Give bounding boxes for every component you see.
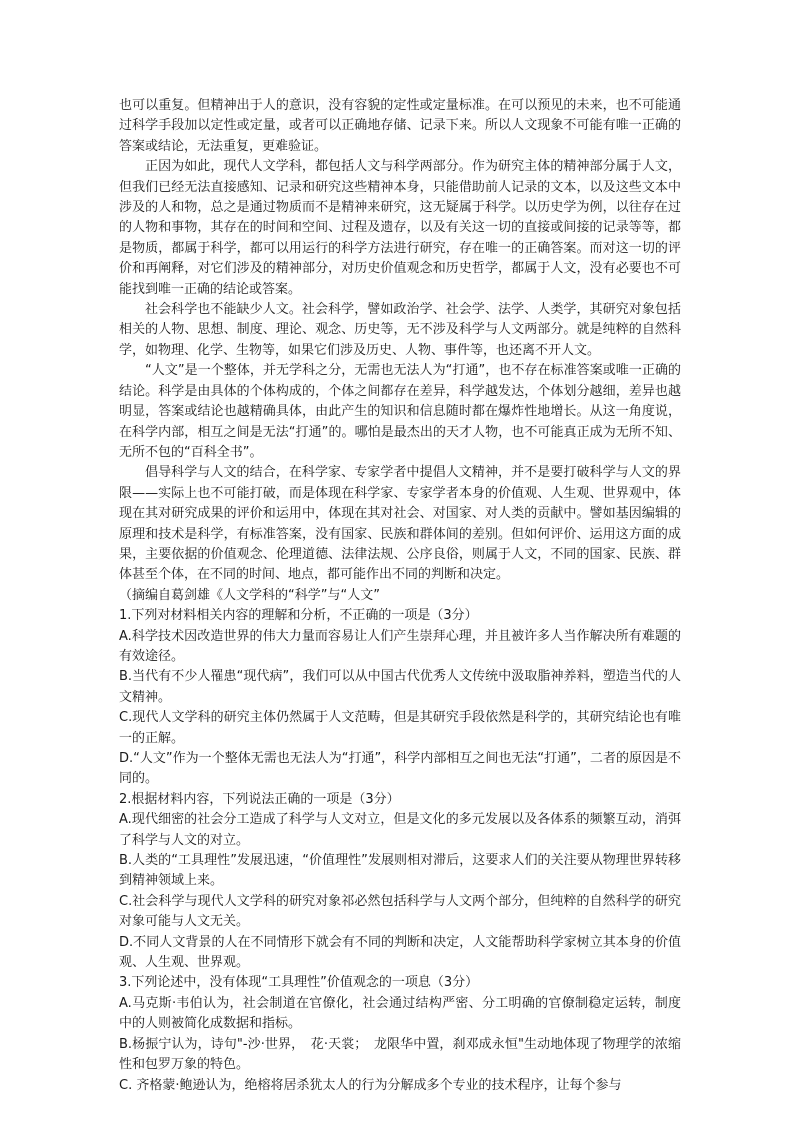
paragraph-3: 社会科学也不能缺少人文。社会科学，譬如政治学、社会学、法学、人类学，其研究对象包括相关的人物、思想、制度、理论、观念、历史等，无不涉及科学与人文两部分。就是纯粹的自然科学，如物理、化学、生物等，如果它们涉及历史、人物、事件等，也还离不开人文。 [119, 302, 681, 358]
question-1-option-c: C.现代人文学科的研究主体仍然属于人文范畴，但是其研究手段依然是科学的，其研究结论也有唯一的正解。 [119, 710, 681, 746]
question-2-stem: 2.根据材料内容，下列说法正确的一项是（3分） [119, 791, 400, 807]
paragraph-4: “人文”是一个整体，并无学科之分，无需也无法人为“打通”，也不存在标准答案或唯一正确的结论。科学是由具体的个体构成的，个体之间都存在差异，科学越发达，个体划分越细，差异也越明显，答案或结论也越精确具体，由此产生的知识和信息随时都在爆炸性地增长。从这一角度说，在科学内部，相互之间是无法“打通”的。哪怕是最杰出的天才人物，也不可能真正成为无所不知、无所不包的“百科全书”。 [119, 363, 681, 460]
question-2-option-b: B.人类的“工具理性”发展迅速，“价值理性”发展则相对滞后，这要求人们的关注要从物理世界转移到精神领域上来。 [119, 853, 681, 889]
question-3-option-c: C. 齐格蒙·鲍逊认为，绝榕将居杀犹太人的行为分解成多个专业的技术程序，让每个参与 [119, 1077, 622, 1093]
question-3-option-b: B.杨振宁认为，诗句"-沙·世界， 花·天裳； 龙限华中置，刹邓成永恒"生动地体现了物理学的浓缩性和包罗万象的特色。 [119, 1036, 681, 1073]
document-page [119, 96, 681, 1096]
question-3-option-a: A.马克斯·韦伯认为，社会制道在官僚化，社会通过结构严密、分工明确的官僚制稳定运转，制度中的人则被简化成数据和指标。 [119, 995, 681, 1032]
paragraph-5: 倡导科学与人文的结合，在科学家、专家学者中提倡人文精神，并不是要打破科学与人文的界限——实际上也不可能打破，而是体现在科学家、专家学者本身的价值观、人生观、世界观中，体现在其对研究成果的评价和运用中，体现在其对社会、对国家、对人类的贡献中。譬如基因编辑的原理和技术是科学，有标准答案，没有国家、民族和群体间的差别。但如何评价、运用这方面的成果，主要依据的价值观念、伦理道德、法律法规、公序良俗，则属于人文，不同的国家、民族、群体甚至个体，在不同的时间、地点，都可能作出不同的判断和决定。 [119, 465, 681, 583]
question-1-option-a: A.科学技术因改造世界的伟大力量而容易让人们产生崇拜心理，并且被许多人当作解决所有难题的有效途径。 [119, 628, 681, 664]
question-1-option-d: D.“人文”作为一个整体无需也无法人为“打通”，科学内部相互之间也无法“打通”，二者的原因是不同的。 [119, 751, 681, 787]
source-citation: （摘编自葛剑雄《人文学科的“科学”与“人文” [119, 587, 380, 603]
question-1-stem: 1.下列对材料相关内容的理解和分析，不正确的一项是（3分） [119, 608, 478, 624]
question-1-option-b: B.当代有不少人罹患“现代病”，我们可以从中国古代优秀人文传统中汲取脂神养料，塑造当代的人文精神。 [119, 669, 681, 705]
question-2-option-a: A.现代细密的社会分工造成了科学与人文对立，但是文化的多元发展以及各体系的频繁互动，消弭了科学与人文的对立。 [119, 812, 681, 848]
paragraph-2: 正因为如此，现代人文学科，都包括人文与科学两部分。作为研究主体的精神部分属于人文，但我们已经无法直接感知、记录和研究这些精神本身，只能借助前人记录的文本，以及这些文本中涉及的人和物，总之是通过物质而不是精神来研究，这无疑属于科学。以历史学为例，以往存在过的人物和事物，其存在的时间和空间、过程及遗存，以及有关这一切的直接或间接的记录等等，都是物质，都属于科学，都可以用运行的科学方法进行研究，存在唯一的正确答案。而对这一切的评价和再阐释，对它们涉及的精神部分，对历史价值观念和历史哲学，都属于人文，没有必要也不可能找到唯一正确的结论或答案。 [119, 159, 681, 297]
paragraph-1: 也可以重复。但精神出于人的意识，没有容貌的定性或定量标准。在可以预见的未来，也不可能通过科学手段加以定性或定量，或者可以正确地存储、记录下来。所以人文现象不可能有唯一正确的答案或结论，无法重复，更难验证。 [119, 98, 681, 154]
question-2-option-c: C.社会科学与现代人文学科的研究对象祁必然包括科学与人文两个部分，但纯粹的自然科学的研究对象可能与人文无关。 [119, 893, 681, 930]
question-2-option-d: D.不同人文背景的人在不同情形下就会有不同的判断和决定，人文能帮助科学家树立其本身的价值观、人生观、世界观。 [119, 934, 681, 971]
question-3-stem: 3.下列论述中，没有体现“工具理性”价值观念的一项息（3分） [119, 975, 479, 991]
